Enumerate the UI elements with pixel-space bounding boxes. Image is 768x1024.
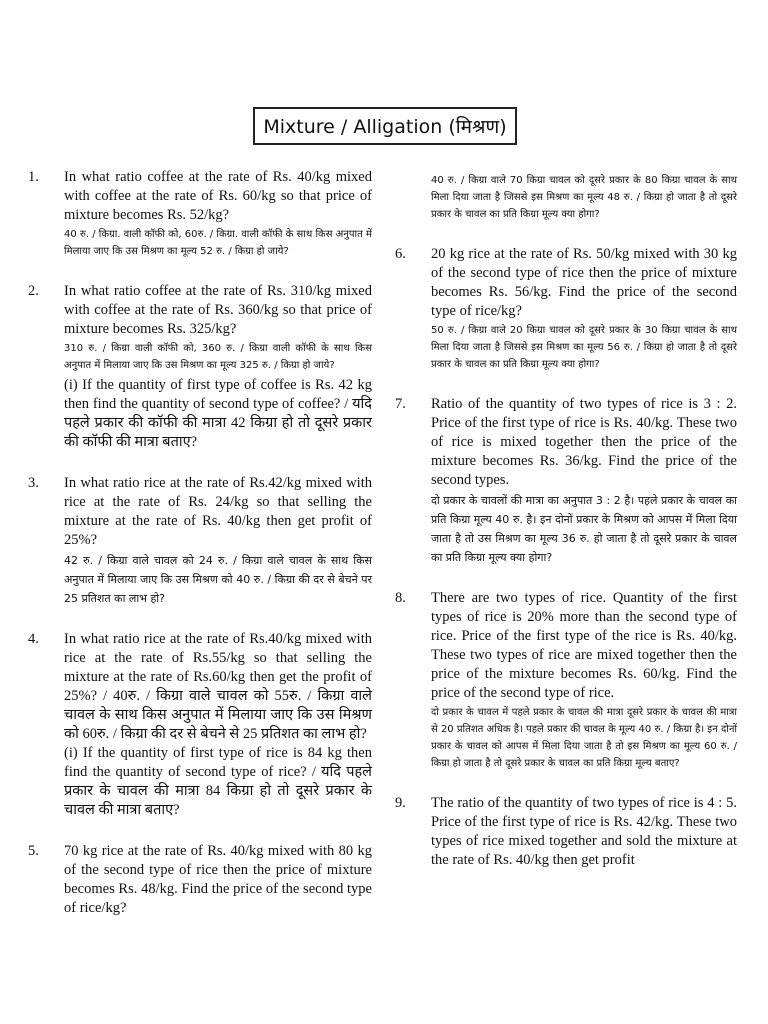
question-text-english: In what ratio coffee at the rate of Rs. 40/kg mixed with coffee at the rate of Rs. 60/kg so that price of mixture becomes Rs. 52/kg? <box>64 169 372 223</box>
question-text-english: In what ratio rice at the rate of Rs.40/kg mixed with rice at the rate of Rs.55/kg so that selling the mixture at the rate of Rs.60/kg then get the profit of 25%? / 40रु. / किग्रा वाले चावल को 55रु. / किग्रा वाले चावल के साथ किस अनुपात में मिलाया जाए कि उस मिश्रण को 60रु. / किग्रा की दर से बेचने से 25 प्रतिशत का लाभ हो? <box>64 631 372 742</box>
question-number: 3. <box>28 475 39 491</box>
question-text-english: 20 kg rice at the rate of Rs. 50/kg mixed with 30 kg of the second type of rice then the price of mixture becomes Rs. 56/kg. Find the price of the second type of rice/kg? <box>431 246 737 319</box>
question-text-english: In what ratio rice at the rate of Rs.42/kg mixed with rice at the rate of Rs. 24/kg so that selling the mixture at the rate of Rs. 40/kg then get profit of 25%? <box>64 475 372 548</box>
question-text-hindi: 42 रु. / किग्रा वाले चावल को 24 रु. / किग्रा वाले चावल के साथ किस अनुपात में मिलाया जाए कि उस मिश्रण को 40 रु. / किग्रा की दर से बेचने पर 25 प्रतिशत का लाभ हो? <box>64 554 372 605</box>
question-number: 7. <box>395 396 406 412</box>
question-7 <box>391 395 737 567</box>
sub-question-text: (i) If the quantity of first type of rice is 84 kg then find the quantity of second type of rice? / यदि पहले प्रकार के चावल की मात्रा 84 किग्रा हो तो दूसरे प्रकार के चावल की मात्रा बताए? <box>64 745 372 818</box>
question-number: 4. <box>28 631 39 647</box>
question-8 <box>391 589 737 772</box>
question-number: 6. <box>395 246 406 262</box>
page-title: Mixture / Alligation (मिश्रण) <box>253 107 517 145</box>
question-number: 2. <box>28 283 39 299</box>
question-number: 5. <box>28 843 39 859</box>
question-text-hindi: 310 रु. / किग्रा वाली कॉफी को, 360 रु. / किग्रा वाली कॉफी के साथ किस अनुपात में मिलाया जाए कि उस मिश्रण का मूल्य 325 रु. / किग्रा हो जाये? <box>64 343 372 371</box>
left-column <box>24 168 372 940</box>
question-1 <box>24 168 372 260</box>
question-text-hindi: दो प्रकार के चावलों की मात्रा का अनुपात 3 : 2 है। पहले प्रकार के चावल का प्रति किग्रा मूल्य 40 रु. है। इन दोनों प्रकार के मिश्रण को आपस में मिला दिया जाता है तो उस मिश्रण का मूल्य 36 रु. हो जाता है तो दूसरे प्रकार के चावल का प्रति किग्रा मूल्य क्या होगा? <box>431 494 737 564</box>
question-text-english: 70 kg rice at the rate of Rs. 40/kg mixed with 80 kg of the second type of rice then the price of mixture becomes Rs. 48/kg. Find the price of the second type of rice/kg? <box>64 843 372 916</box>
question-text-hindi: 50 रु. / किग्रा वाले 20 किग्रा चावल को दूसरे प्रकार के 30 किग्रा चावल के साथ मिला दिया जाता है जिससे इस मिश्रण का मूल्य 56 रु. / किग्रा हो जाता है तो दूसरे प्रकार के चावल का प्रति किग्रा मूल्य क्या होगा? <box>431 325 737 370</box>
question-2 <box>24 282 372 452</box>
question-6 <box>391 245 737 373</box>
question-number: 8. <box>395 590 406 606</box>
question-text-hindi: 40 रु. / किग्रा वाले 70 किग्रा चावल को दूसरे प्रकार के 80 किग्रा चावल के साथ मिला दिया जाता है जिससे इस मिश्रण का मूल्य 48 रु. / किग्रा हो जाता है तो दूसरे प्रकार के चावल का प्रति किग्रा मूल्य क्या होगा? <box>431 175 737 220</box>
question-text-hindi: दो प्रकार के चावल में पहले प्रकार के चावल की मात्रा दूसरे प्रकार के चावल की मात्रा से 20 प्रतिशत अधिक है। पहले प्रकार की चावल के मूल्य 40 रु. / किग्रा है। इन दोनों प्रकार के चावल को आपस में मिला दिया जाता है तो इस मिश्रण का मूल्य 60 रु. / किग्रा हो जाता है तो दूसरे प्रकार के चावल का प्रति किग्रा मूल्य बताए? <box>431 707 737 769</box>
question-text-english: There are two types of rice. Quantity of the first types of rice is 20% more than the second type of rice. Price of the first type of the rice is Rs. 40/kg. These two types of rice are mixed together then the price of the mixture becomes Rs. 60/kg. Find the price of the second type of rice. <box>431 590 737 701</box>
question-text-english: The ratio of the quantity of two types of rice is 4 : 5. Price of the first type of rice is Rs. 42/kg. These two types of rice mixed together and sold the mixture at the rate of Rs. 40/kg then get profit <box>431 795 737 868</box>
question-3 <box>24 474 372 608</box>
question-text-english: Ratio of the quantity of two types of rice is 3 : 2. Price of the first type of rice is Rs. 40/kg. These two of rice is mixed together then the price of the mixture becomes Rs. 36/kg. Find the price of the second types. <box>431 396 737 488</box>
question-number: 9. <box>395 795 406 811</box>
question-5-hindi-continuation <box>391 172 737 223</box>
question-number: 1. <box>28 169 39 185</box>
sub-question-text: (i) If the quantity of first type of coffee is Rs. 42 kg then find the quantity of second type of coffee? / यदि पहले प्रकार की कॉफी की मात्रा 42 किग्रा हो तो दूसरे प्रकार की कॉफी की मात्रा बताए? <box>64 377 372 450</box>
question-4 <box>24 630 372 820</box>
question-text-hindi: 40 रु. / किग्रा. वाली कॉफी को, 60रु. / किग्रा. वाली कॉफी के साथ किस अनुपात में मिलाया जाए कि उस मिश्रण का मूल्य 52 रु. / किग्रा हो जाये? <box>64 229 372 257</box>
right-column <box>391 168 737 892</box>
question-text-english: In what ratio coffee at the rate of Rs. 310/kg mixed with coffee at the rate of Rs. 360/kg so that price of mixture becomes Rs. 325/kg? <box>64 283 372 337</box>
question-9 <box>391 794 737 870</box>
question-5 <box>24 842 372 918</box>
